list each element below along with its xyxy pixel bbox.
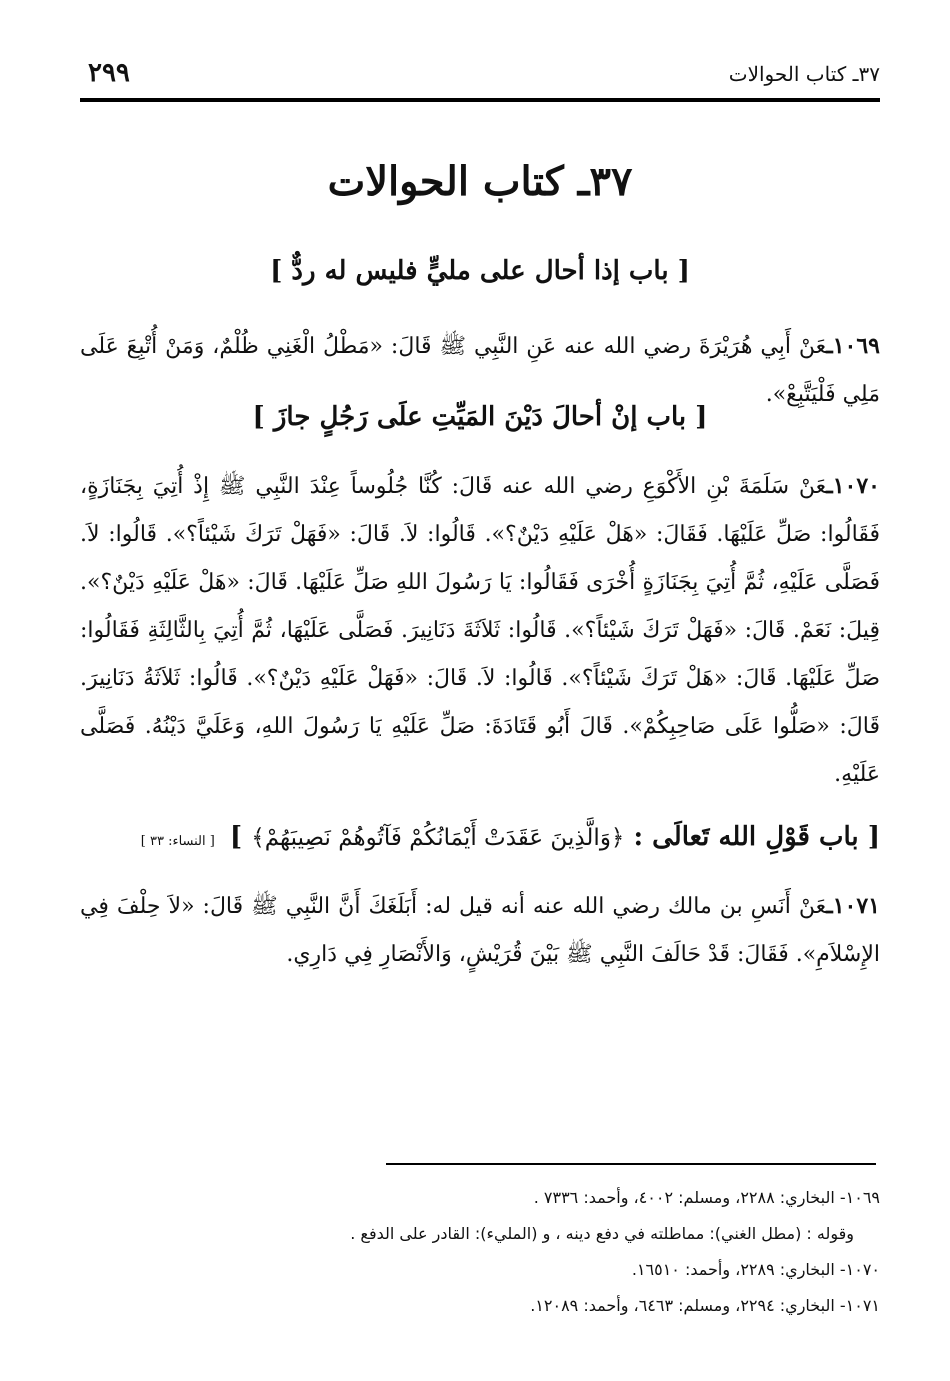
running-header: [80, 58, 880, 92]
section-heading-3: [80, 822, 880, 852]
hadith-number: ١٠٧٠ـ: [826, 473, 880, 499]
hadith-text: عَنْ سَلَمَةَ بْنِ الأَكْوَعِ رضي الله عنه قَالَ: كُنَّا جُلُوساً عِنْدَ النَّبِي ﷺ إِذْ أُتِيَ بِجَنَازَةٍ، فَقَالُوا: صَلِّ عَلَيْهَا. فَقَالَ: «هَلْ عَلَيْهِ دَيْنٌ؟». قَالُوا: لاَ. قَالَ: «فَهَلْ تَرَكَ شَيْئاً؟». قَالُوا: لاَ. فَصَلَّى عَلَيْهِ، ثُمَّ أُتِيَ بِجَنَازَةٍ أُخْرَى فَقَالُوا: يَا رَسُولَ اللهِ صَلِّ عَلَيْهَا. قَالَ: «هَلْ عَلَيْهِ دَيْنٌ؟». قِيلَ: نَعَمْ. قَالَ: «فَهَلْ تَرَكَ شَيْئاً؟». قَالُوا: ثَلاَثَةَ دَنَانِيرَ. فَصَلَّى عَلَيْهَا، ثُمَّ أُتِيَ بِالثَّالِثَةِ فَقَالُوا: صَلِّ عَلَيْهَا. قَالَ: «هَلْ تَرَكَ شَيْئاً؟». قَالُوا: لاَ. قَالَ: «فَهَلْ عَلَيْهِ دَيْنٌ؟». قَالُوا: ثَلاَثَةُ دَنَانِيرَ. قَالَ: «صَلُّوا عَلَى صَاحِبِكُمْ». قَالَ أَبُو قَتَادَةَ: صَلِّ عَلَيْهِ يَا رَسُولَ اللهِ، وَعَلَيَّ دَيْنُهُ. فَصَلَّى عَلَيْهِ.: [80, 474, 880, 787]
section-heading-1: [ باب إذا أحال على مليٍّ فليس له ردٌّ ]: [270, 256, 690, 286]
footnote-rule: [386, 1163, 876, 1165]
section-heading-suffix: ]: [229, 822, 243, 852]
header-rule: [80, 98, 880, 102]
hadith-number: ١٠٧١ـ: [826, 893, 880, 919]
section-heading-2: [ باب إنْ أحالَ دَيْنَ المَيِّتِ علَى رَجُلٍ جازَ ]: [252, 402, 708, 432]
section-heading-prefix: [ باب قَوْلِ الله تَعالَى :: [633, 822, 880, 852]
hadith-number: ١٠٦٩ـ: [826, 333, 880, 359]
quran-reference: [ النساء: ٣٣ ]: [140, 834, 215, 849]
page-number: ٢٩٩: [88, 58, 130, 88]
hadith-1071: [80, 882, 880, 979]
chapter-title: ٣٧ـ كتاب الحوالات: [327, 158, 633, 205]
footnotes: [80, 1180, 880, 1324]
footnote-1069-note: وقوله : (مطل الغني): مماطلته في دفع دينه ، و (المليء): القادر على الدفع .: [350, 1224, 854, 1243]
hadith-1070: [80, 462, 880, 799]
running-title: ٣٧ـ كتاب الحوالات: [728, 62, 880, 86]
quran-verse: ﴿وَالَّذِينَ عَقَدَتْ أَيْمَانُكُمْ فَآتُوهُمْ نَصِيبَهُمْ﴾: [251, 825, 625, 851]
hadith-text: عَنْ أَبِي هُرَيْرَةَ رضي الله عنه عَنِ النَّبِي ﷺ قَالَ: «مَطْلُ الْغَنِي ظُلْمٌ، وَمَنْ أُتْبِعَ عَلَى مَلِي فَلْيَتَّبِعْ».: [80, 334, 880, 407]
footnote-1071: ١٠٧١- البخاري: ٢٢٩٤، ومسلم: ٦٤٦٣، وأحمد: ١٢٠٨٩.: [530, 1296, 880, 1315]
footnote-1069: ١٠٦٩- البخاري: ٢٢٨٨، ومسلم: ٤٠٠٢، وأحمد: ٧٣٣٦ .: [533, 1188, 880, 1207]
footnote-1070: ١٠٧٠- البخاري: ٢٢٨٩، وأحمد: ١٦٥١٠.: [631, 1260, 880, 1279]
hadith-text: عَنْ أَنَسِ بن مالك رضي الله عنه أنه قيل له: أَبَلَغَكَ أَنَّ النَّبِي ﷺ قَالَ: «لاَ حِلْفَ فِي الإِسْلاَمِ». فَقَالَ: قَدْ حَالَفَ النَّبِي ﷺ بَيْنَ قُرَيْشٍ، وَالأَنْصَارِ فِي دَارِي.: [80, 894, 880, 967]
